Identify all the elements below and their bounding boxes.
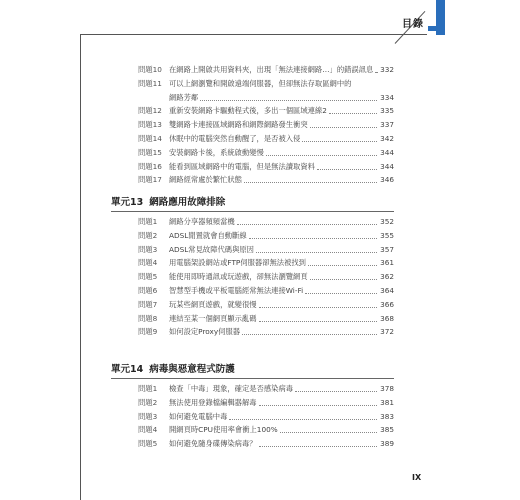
unit-rule (111, 211, 394, 212)
dot-leader (310, 127, 377, 128)
toc-entry[interactable] (138, 313, 394, 325)
toc-entry-page: 344 (380, 161, 394, 171)
dot-leader (317, 169, 377, 170)
toc-entry-number: 問題5 (138, 272, 158, 282)
dot-leader (266, 155, 377, 156)
toc-entry-title: 如何避免電腦中毒 (169, 411, 228, 421)
toc-entry-title: 檢查「中毒」現象，確定是否感染病毒 (169, 384, 294, 393)
toc-entry-number: 問題6 (138, 286, 158, 295)
toc-entry[interactable] (138, 326, 394, 338)
toc-entry-title: 用電腦架設網站或FTP伺服器卻無法被找到 (169, 258, 306, 268)
dot-leader (244, 182, 377, 183)
dot-leader (242, 334, 377, 335)
header-rule (80, 34, 427, 35)
toc-entry-title: 智慧型手機或平板電腦經常無法連接Wi-Fi (169, 286, 304, 295)
toc-entry-number: 問題2 (138, 230, 158, 240)
toc-entry[interactable] (138, 244, 394, 256)
toc-entry[interactable] (138, 147, 394, 159)
dot-leader (259, 446, 377, 447)
unit-label: 單元14 (111, 364, 144, 375)
toc-entry-page: 332 (380, 65, 394, 74)
dot-leader (302, 141, 377, 142)
toc-entry-title: 在網路上開啟共用資料夾，出現「無法連接網路…」的錯誤訊息 (169, 65, 374, 74)
toc-entry[interactable] (138, 271, 394, 283)
toc-entry-number: 問題1 (138, 384, 158, 393)
dot-leader (280, 432, 377, 433)
toc-entry[interactable] (138, 257, 394, 269)
toc-entry-number: 問題4 (138, 258, 158, 268)
toc-entry-page: 385 (380, 425, 394, 435)
page-number: IX (412, 473, 422, 482)
toc-entry[interactable] (138, 411, 394, 423)
toc-entry[interactable] (138, 216, 394, 228)
toc-entry[interactable] (138, 383, 394, 395)
toc-entry-title: ADSL閒置就會自動斷線 (169, 230, 247, 240)
dot-leader (305, 293, 377, 294)
toc-entry-number: 問題2 (138, 397, 158, 407)
toc-entry-page: 361 (380, 258, 394, 268)
toc-entry-page: 355 (380, 230, 394, 240)
toc-entry-number: 問題8 (138, 313, 158, 323)
toc-entry[interactable] (138, 161, 394, 173)
toc-entry-page: 366 (380, 299, 394, 309)
unit-label: 單元13 (111, 197, 144, 208)
toc-entry[interactable] (138, 299, 394, 311)
unit-heading[interactable] (111, 195, 225, 211)
toc-entry-number: 問題5 (138, 439, 158, 449)
toc-entry[interactable] (138, 438, 394, 450)
dot-leader (308, 265, 377, 266)
toc-entry-number: 問題12 (138, 106, 162, 116)
toc-entry-page: 389 (380, 439, 394, 449)
toc-entry-title: 重新安裝網路卡驅動程式後，多出一個區域連線2 (169, 106, 327, 116)
toc-entry-title: 可以上網瀏覽和開啟遠端伺服器，但卻無法存取區網中的 (169, 78, 352, 88)
toc-entry-number: 問題7 (138, 299, 158, 309)
toc-entry-page: 378 (380, 384, 394, 393)
dot-leader (310, 279, 377, 280)
toc-entry-title: 能使用即時通訊或玩遊戲，卻無法瀏覽網頁 (169, 272, 308, 282)
dot-leader (375, 72, 377, 73)
toc-entry-title: 如何設定Proxy伺服器 (169, 327, 241, 337)
toc-entry[interactable] (138, 64, 394, 76)
toc-entry-page: 352 (380, 217, 394, 226)
toc-entry-title: 如何避免隨身碟傳染病毒？ (169, 439, 257, 449)
dot-leader (259, 307, 377, 308)
margin-rule (80, 34, 81, 500)
toc-entry-number: 問題9 (138, 327, 158, 337)
toc-entry[interactable] (138, 397, 394, 409)
toc-entry-page: 335 (380, 106, 394, 116)
toc-entry-number: 問題3 (138, 411, 158, 421)
unit-rule (111, 378, 394, 379)
dot-leader (259, 321, 377, 322)
toc-entry[interactable] (138, 230, 394, 242)
toc-entry[interactable] (138, 285, 394, 297)
dot-leader (259, 405, 377, 406)
toc-entry[interactable] (138, 424, 394, 436)
toc-entry-page: 346 (380, 175, 394, 185)
toc-entry-number: 問題4 (138, 425, 158, 435)
toc-entry-title: 連結至某一個網頁顯示亂碼 (169, 313, 257, 323)
accent-tab (436, 0, 445, 35)
toc-entry-title: 無法使用登錄檔編輯器解毒 (169, 397, 257, 407)
toc-entry-title: 網路芳鄰 (169, 92, 199, 102)
section-label: 目錄 (402, 19, 424, 30)
unit-heading[interactable] (111, 362, 235, 378)
toc-entry[interactable] (138, 105, 394, 117)
dot-leader (200, 100, 377, 101)
dot-leader (329, 113, 377, 114)
toc-entry[interactable] (138, 92, 394, 104)
toc-entry-page: 383 (380, 411, 394, 421)
toc-entry-page: 342 (380, 134, 394, 143)
toc-entry-title: 安裝網路卡後，系統啟動變慢 (169, 147, 264, 157)
dot-leader (256, 252, 377, 253)
toc-entry-title: 開網頁時CPU使用率會衝上100% (169, 425, 278, 435)
toc-entry[interactable] (138, 174, 394, 186)
toc-entry-number: 問題3 (138, 244, 158, 254)
toc-entry-title: 玩某些網頁遊戲，就變很慢 (169, 299, 257, 309)
toc-entry[interactable] (138, 133, 394, 145)
toc-entry[interactable] (138, 119, 394, 131)
toc-entry-page: 334 (380, 92, 394, 102)
toc-entry-title: 能看到區域網路中的電腦，但是無法讀取資料 (169, 161, 315, 171)
toc-entry-number: 問題10 (138, 65, 162, 74)
toc-entry-number: 問題16 (138, 161, 162, 171)
toc-entry-title: 網路分享器頻頻當機 (169, 217, 235, 226)
toc-entry-number: 問題17 (138, 175, 162, 185)
toc-entry-number: 問題15 (138, 147, 162, 157)
toc-entry-page: 381 (380, 397, 394, 407)
toc-entry-number: 問題11 (138, 78, 162, 88)
toc-entry-number: 問題13 (138, 120, 162, 130)
toc-entry-page: 344 (380, 147, 394, 157)
toc-entry-number: 問題14 (138, 134, 162, 143)
toc-entry-number: 問題1 (138, 217, 158, 226)
toc-entry-title: ADSL常見故障代碼與原因 (169, 244, 254, 254)
dot-leader (249, 238, 377, 239)
toc-entry-page: 372 (380, 327, 394, 337)
toc-entry[interactable] (138, 78, 394, 90)
toc-entry-title: 網路經常處於繁忙狀態 (169, 175, 242, 185)
unit-title: 病毒與惡意程式防護 (149, 364, 235, 375)
toc-entry-page: 362 (380, 272, 394, 282)
dot-leader (229, 419, 377, 420)
toc-entry-title: 休眠中的電腦突然自動醒了，是否被入侵 (169, 134, 301, 143)
dot-leader (295, 391, 377, 392)
dot-leader (237, 224, 377, 225)
toc-entry-page: 364 (380, 286, 394, 295)
unit-title: 網路應用故障排除 (149, 197, 226, 208)
accent-tick (428, 26, 436, 31)
toc-entry-page: 357 (380, 244, 394, 254)
toc-entry-page: 337 (380, 120, 394, 130)
toc-entry-page: 368 (380, 313, 394, 323)
toc-entry-title: 雙網路卡連接區域網路和網際網路發生衝突 (169, 120, 308, 130)
